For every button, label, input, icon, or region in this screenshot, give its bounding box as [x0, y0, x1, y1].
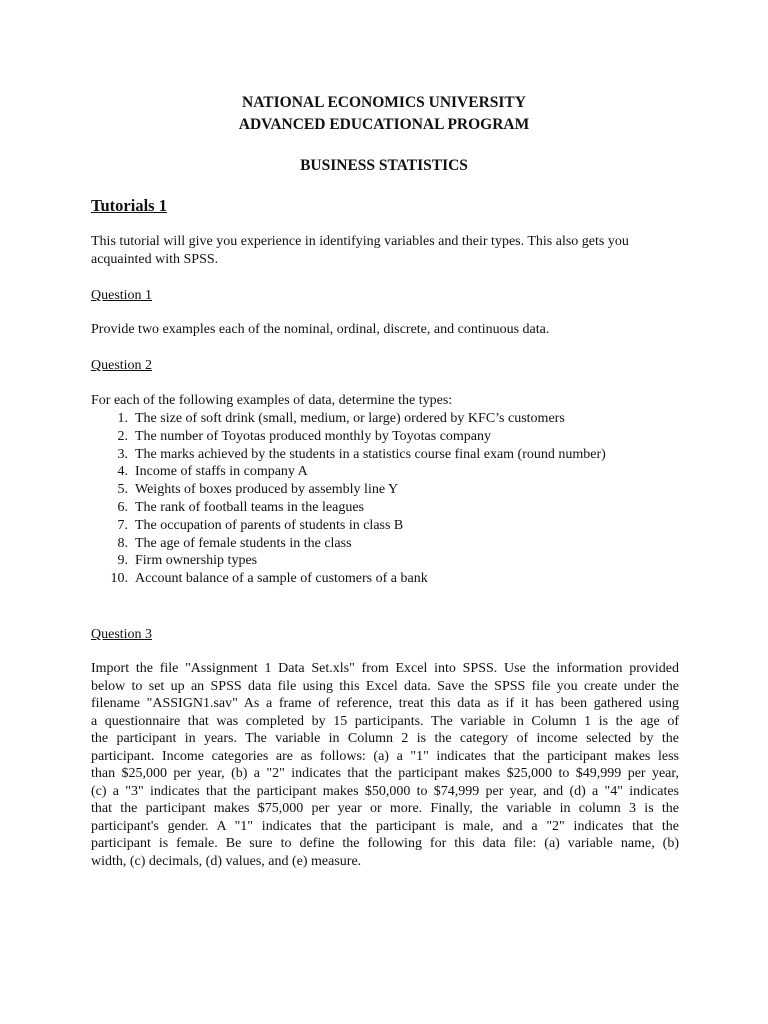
- question-3-line: (c) a "3" indicates that the participant makes $50,000 to $74,999 per year, and (d) a "4" indicates: [91, 783, 679, 799]
- question-3-line: the participant in years. The variable in Column 2 is the category of income selected by the: [91, 731, 679, 746]
- university-heading: NATIONAL ECONOMICS UNIVERSITY: [242, 94, 526, 111]
- list-item-text: The marks achieved by the students in a statistics course final exam (round number): [135, 446, 606, 462]
- list-item-number: 10.: [110, 571, 128, 587]
- list-item-number: 3.: [117, 446, 128, 462]
- question-3-line: that the participant makes $75,000 per year or more. Finally, the variable in column 3 is the: [91, 801, 679, 816]
- question-2-label: Question 2: [91, 358, 153, 373]
- list-item-number: 8.: [117, 535, 128, 551]
- list-item-text: The rank of football teams in the leagues: [135, 499, 364, 515]
- program-heading: ADVANCED EDUCATIONAL PROGRAM: [238, 116, 530, 133]
- list-item-number: 1.: [117, 411, 128, 426]
- question-1-label: Question 1: [91, 288, 153, 303]
- list-item-number: 2.: [117, 428, 128, 444]
- question-3-line: filename "ASSIGN1.sav" As a frame of reference, treat this data as if it has been gathered using: [91, 696, 679, 711]
- list-item-text: Weights of boxes produced by assembly line Y: [135, 482, 399, 498]
- list-item-text: Income of staffs in company A: [135, 464, 308, 480]
- question-2-intro: For each of the following examples of data, determine the types:: [91, 393, 453, 408]
- course-heading: BUSINESS STATISTICS: [300, 157, 468, 174]
- question-3-line: Import the file "Assignment 1 Data Set.xls" from Excel into SPSS. Use the information provided: [91, 661, 679, 676]
- question-1-text: Provide two examples each of the nominal, ordinal, discrete, and continuous data.: [91, 322, 550, 337]
- list-item-text: The size of soft drink (small, medium, or large) ordered by KFC’s customers: [135, 411, 565, 426]
- list-item-text: Firm ownership types: [135, 553, 258, 569]
- list-item-number: 5.: [117, 482, 128, 498]
- question-3-line: a questionnaire that was completed by 15 participants. The variable in Column 1 is the age of: [91, 713, 679, 729]
- list-item-text: The number of Toyotas produced monthly by Toyotas company: [135, 428, 492, 444]
- question-3-line: participant's gender. A "1" indicates that the participant is male, and a "2" indicates that the: [91, 818, 679, 834]
- list-item-text: The occupation of parents of students in class B: [135, 517, 404, 533]
- question-3-line: participant. Income categories are as follows: (a) a "1" indicates that the participant makes less: [91, 748, 679, 764]
- intro-line: acquainted with SPSS.: [91, 252, 219, 267]
- list-item-number: 6.: [117, 499, 128, 515]
- question-3-line: than $25,000 per year, (b) a "2" indicates that the participant makes $25,000 to $49,999 per year,: [91, 766, 679, 781]
- question-3-line: participant is female. Be sure to define the following for this data file: (a) variable name, (b): [91, 836, 679, 851]
- question-3-label: Question 3: [91, 627, 153, 642]
- intro-line: This tutorial will give you experience in identifying variables and their types. This also gets you: [91, 234, 629, 249]
- list-item-number: 7.: [117, 517, 128, 533]
- question-3-line: width, (c) decimals, (d) values, and (e) measure.: [91, 853, 362, 869]
- question-3-line: below to set up an SPSS data file using this Excel data. Save the SPSS file you create under the: [91, 678, 679, 694]
- list-item-number: 9.: [117, 553, 128, 569]
- tutorial-title: Tutorials 1: [91, 196, 167, 215]
- list-item-text: The age of female students in the class: [135, 535, 352, 551]
- list-item-number: 4.: [117, 464, 128, 480]
- list-item-text: Account balance of a sample of customers of a bank: [135, 571, 428, 587]
